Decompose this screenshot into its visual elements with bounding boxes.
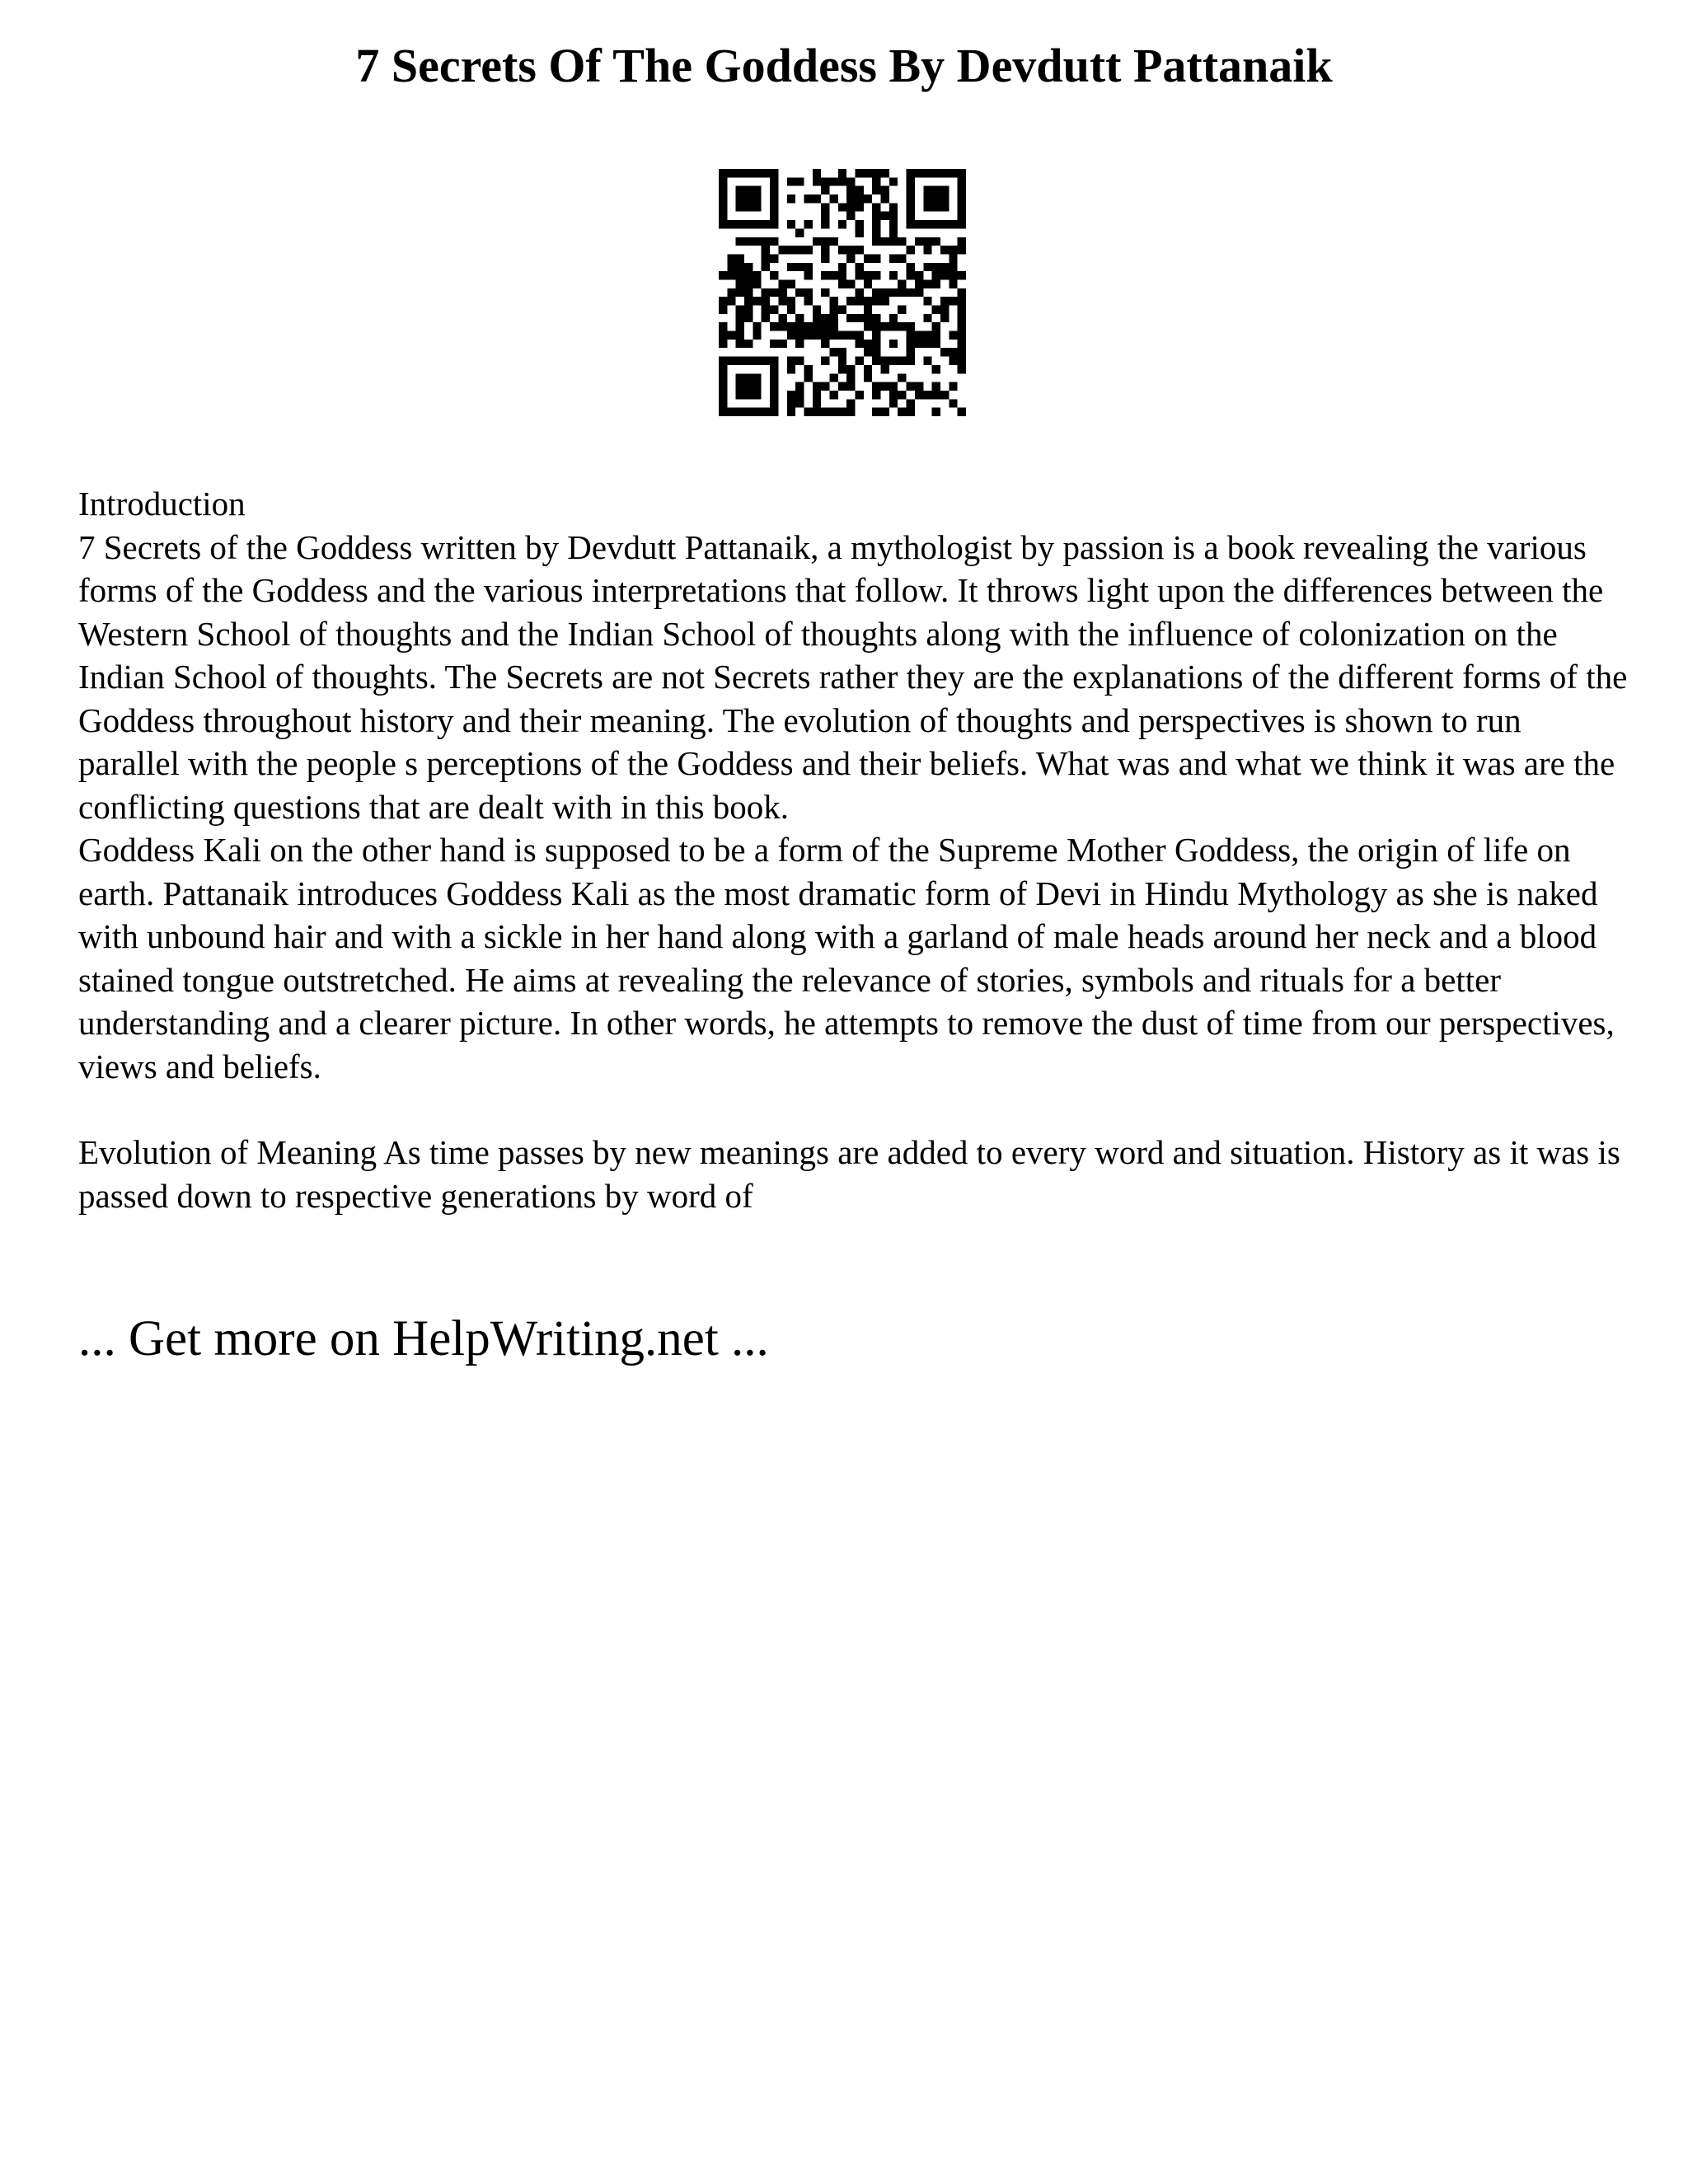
get-more-link[interactable]: ... Get more on HelpWriting.net ...	[78, 1311, 769, 1366]
section-heading-introduction: Introduction	[78, 485, 246, 523]
body-paragraph: 7 Secrets of the Goddess written by Devdutt Pattanaik, a mythologist by passion is a book revealing the various forms of the Goddess and the various interpretations that follow. It throws light upon the differences between the Western School of thoughts and the Indian School of thoughts along with the influence of colonization on the Indian School of thoughts. The Secrets are not Secrets rather they are the explanations of the different forms of the Goddess throughout history and their meaning. The evolution of thoughts and perspectives is shown to run parallel with the people s perceptions of the Goddess and their beliefs. What was and what we think it was are the conflicting questions that are dealt with in this book.	[78, 527, 1628, 826]
document-body	[78, 482, 1628, 1217]
body-paragraph: Goddess Kali on the other hand is supposed to be a form of the Supreme Mother Goddess, the origin of life on earth. Pattanaik introduces Goddess Kali as the most dramatic form of Devi in Hindu Mythology as she is naked with unbound hair and with a sickle in her hand along with a garland of male heads around her neck and a blood stained tongue outstretched. He aims at revealing the relevance of stories, symbols and rituals for a better understanding and a clearer picture. In other words, he attempts to remove the dust of time from our perspectives, views and beliefs.	[78, 831, 1615, 1085]
body-paragraph: Evolution of Meaning As time passes by new meanings are added to every word and situation. History as it was is passed down to respective generations by word of	[78, 1133, 1620, 1215]
qr-code-icon	[719, 169, 966, 416]
page-title: 7 Secrets Of The Goddess By Devdutt Pattanaik	[355, 39, 1333, 92]
